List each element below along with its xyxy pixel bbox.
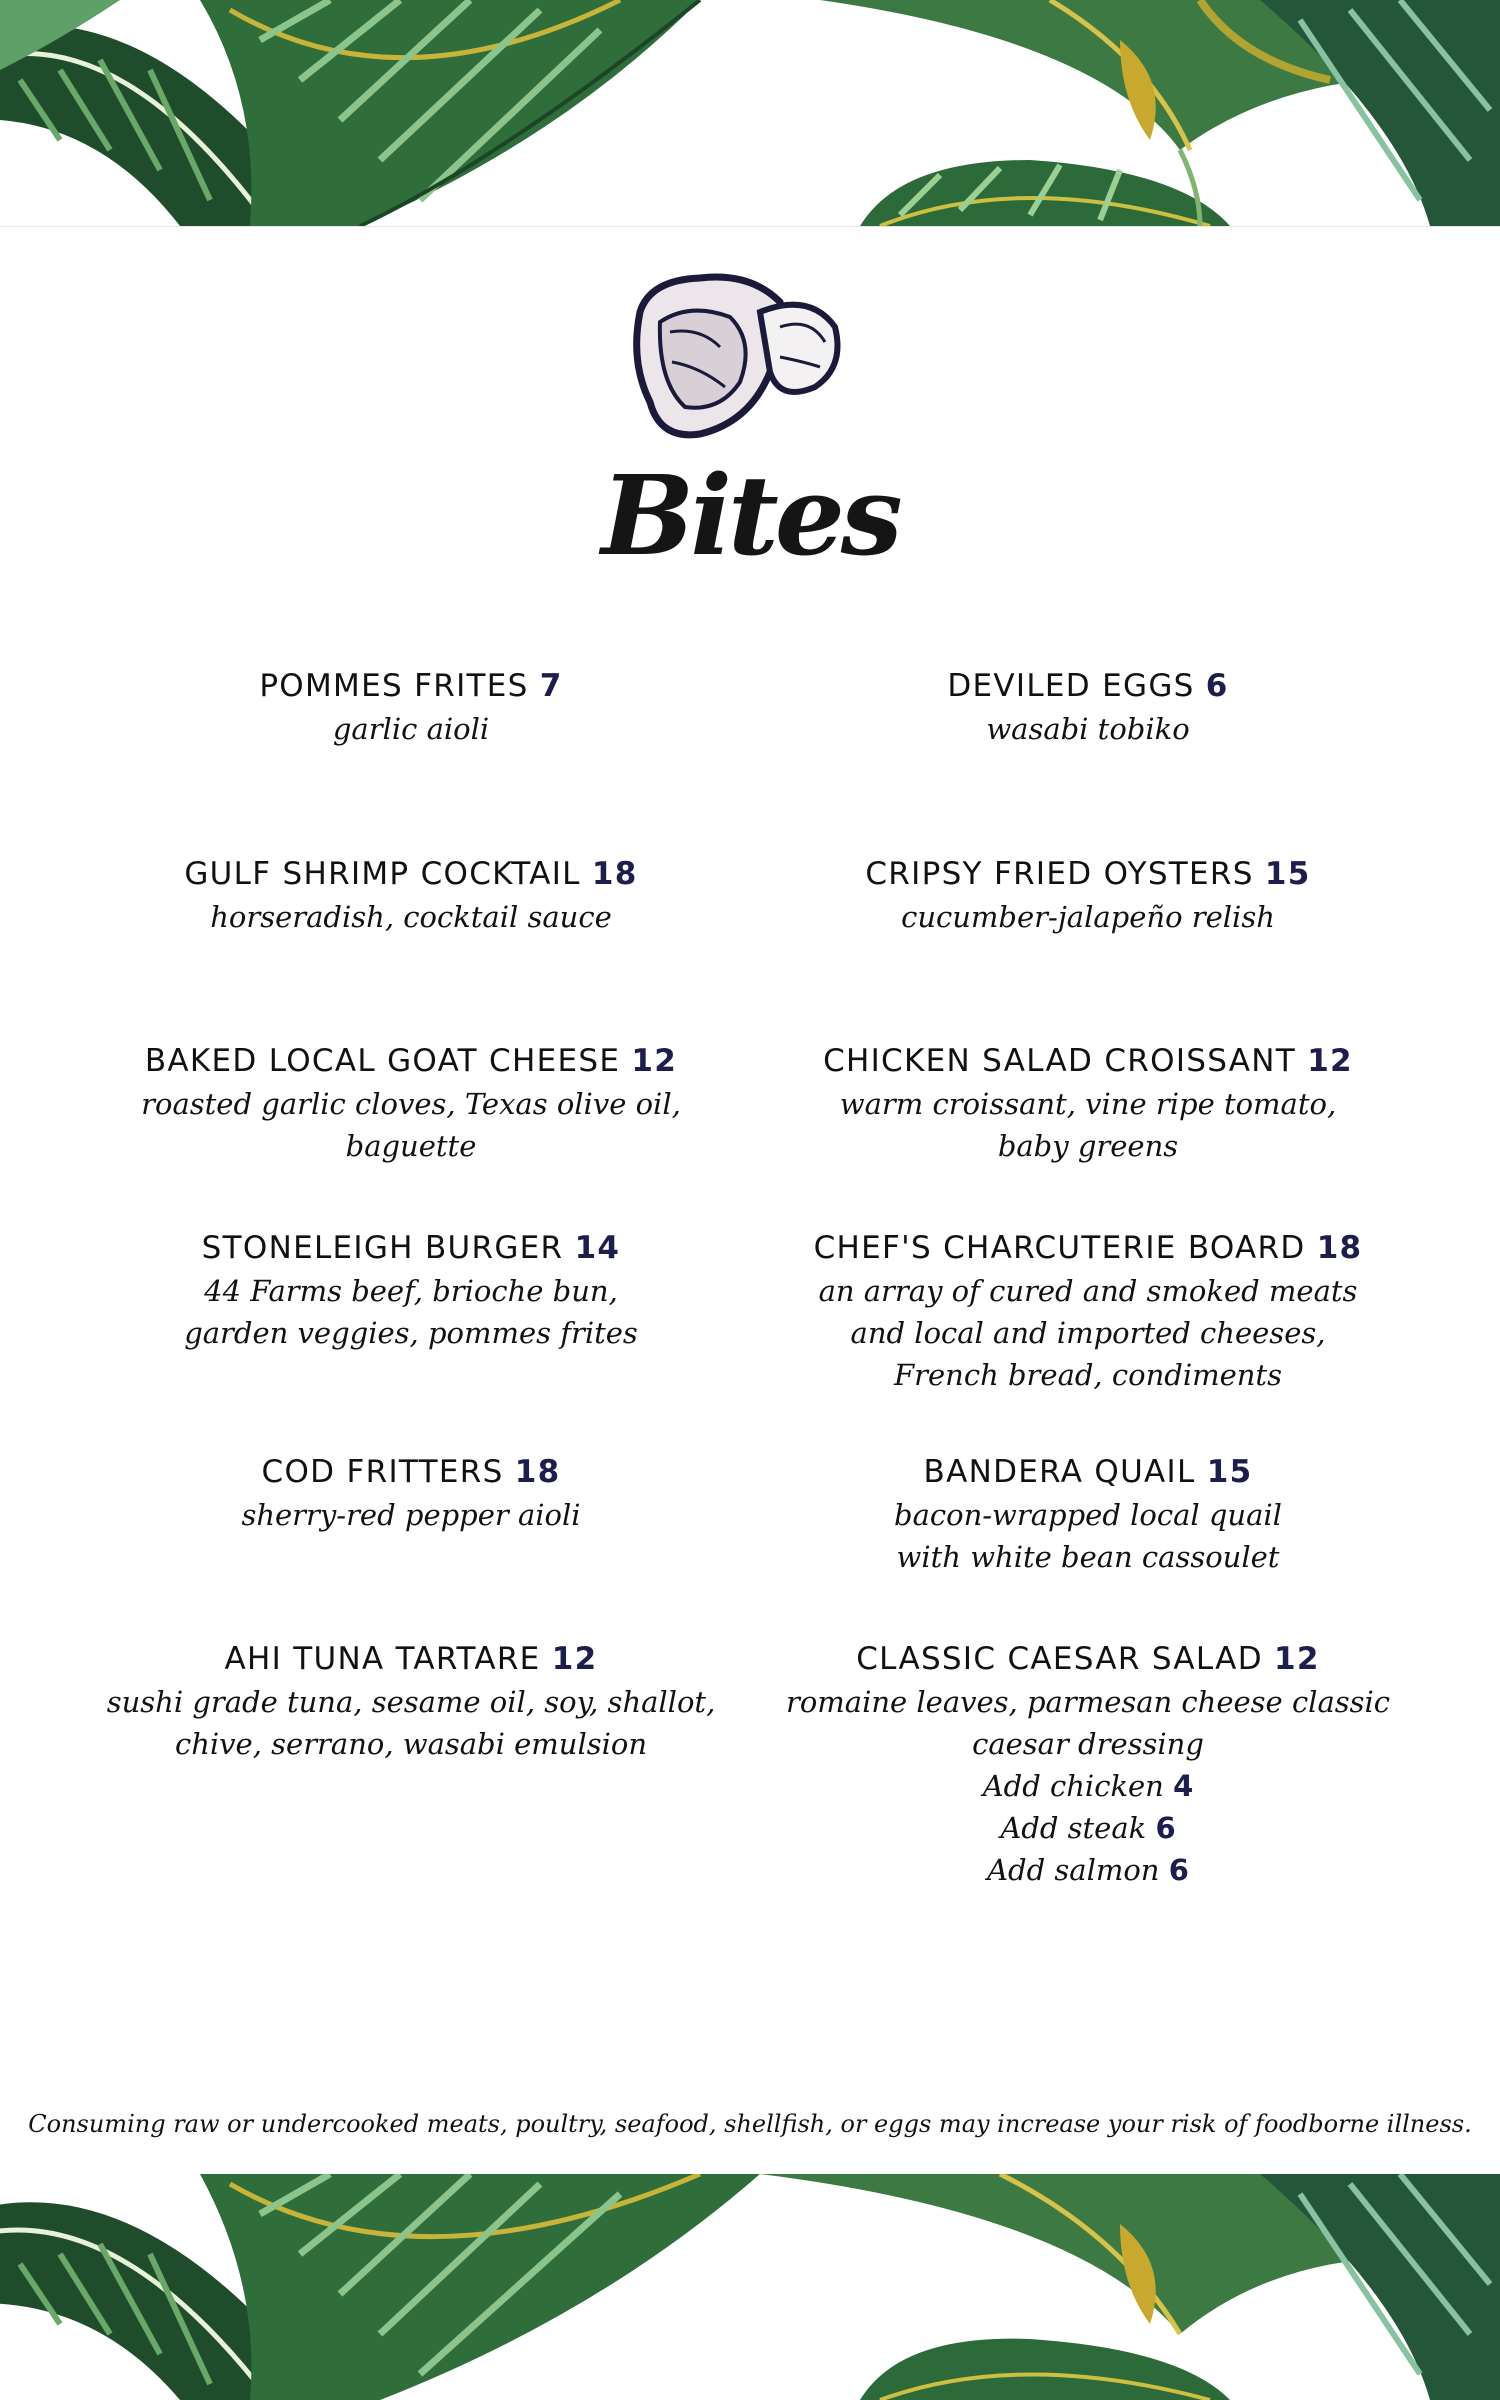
- item-name: STONELEIGH BURGER: [201, 1230, 564, 1266]
- addon-price: 6: [1155, 1811, 1176, 1845]
- item-name: CHICKEN SALAD CROISSANT: [823, 1043, 1297, 1079]
- item-description: warm croissant, vine ripe tomato,: [839, 1087, 1337, 1121]
- menu-item-classic-caesar-salad: [768, 1637, 1408, 1891]
- addon-line: [768, 1765, 1408, 1807]
- item-description: sherry-red pepper aioli: [241, 1498, 581, 1532]
- item-description: baguette: [345, 1129, 477, 1163]
- menu-item-baked-goat-cheese: [91, 1039, 731, 1167]
- item-price: 12: [631, 1043, 678, 1079]
- item-name: BAKED LOCAL GOAT CHEESE: [144, 1043, 621, 1079]
- item-name: COD FRITTERS: [261, 1454, 504, 1490]
- menu-item-ahi-tuna-tartare: [91, 1637, 731, 1765]
- item-description: garlic aioli: [332, 712, 490, 746]
- item-description: sushi grade tuna, sesame oil, soy, shallot,: [106, 1685, 716, 1719]
- item-description: with white bean cassoulet: [896, 1540, 1280, 1574]
- item-description: romaine leaves, parmesan cheese classic: [785, 1685, 1391, 1719]
- item-description: wasabi tobiko: [986, 712, 1190, 746]
- item-name: CRIPSY FRIED OYSTERS: [865, 856, 1254, 892]
- item-price: 14: [574, 1230, 621, 1266]
- menu-item-pommes-frites: [91, 664, 731, 750]
- item-name: CLASSIC CAESAR SALAD: [856, 1641, 1263, 1677]
- item-description: an array of cured and smoked meats: [818, 1274, 1358, 1308]
- item-description: 44 Farms beef, brioche bun,: [204, 1274, 618, 1308]
- addon-label: Add chicken: [982, 1769, 1164, 1803]
- item-description: garden veggies, pommes frites: [184, 1316, 638, 1350]
- item-name: CHEF'S CHARCUTERIE BOARD: [813, 1230, 1306, 1266]
- item-description: chive, serrano, wasabi emulsion: [174, 1727, 648, 1761]
- menu-item-cod-fritters: [91, 1450, 731, 1536]
- item-price: 6: [1205, 668, 1229, 704]
- item-description: roasted garlic cloves, Texas olive oil,: [141, 1087, 681, 1121]
- item-description: baby greens: [997, 1129, 1179, 1163]
- item-name: POMMES FRITES: [259, 668, 529, 704]
- item-description: caesar dressing: [972, 1727, 1204, 1761]
- item-name: BANDERA QUAIL: [923, 1454, 1196, 1490]
- item-price: 12: [551, 1641, 598, 1677]
- menu-item-bandera-quail: [768, 1450, 1408, 1578]
- item-price: 15: [1206, 1454, 1253, 1490]
- menu-item-charcuterie-board: [768, 1226, 1408, 1396]
- item-price: 7: [539, 668, 563, 704]
- addon-line: [768, 1807, 1408, 1849]
- menu-item-crispy-fried-oysters: [768, 852, 1408, 938]
- bottom-leaf-banner: [0, 2174, 1500, 2400]
- addon-label: Add salmon: [987, 1853, 1160, 1887]
- item-description: French bread, condiments: [894, 1358, 1282, 1392]
- tropical-leaves-illustration: [0, 0, 1500, 226]
- menu-title: Bites: [601, 451, 899, 580]
- item-description: cucumber-jalapeño relish: [901, 900, 1275, 934]
- item-name: GULF SHRIMP COCKTAIL: [184, 856, 581, 892]
- item-price: 18: [514, 1454, 561, 1490]
- addon-price: 4: [1173, 1769, 1194, 1803]
- item-price: 12: [1307, 1043, 1353, 1079]
- item-price: 18: [1316, 1230, 1363, 1266]
- item-description: bacon-wrapped local quail: [894, 1498, 1282, 1532]
- menu-item-chicken-salad-croissant: [768, 1039, 1408, 1167]
- food-safety-disclaimer: Consuming raw or undercooked meats, poultry, seafood, shellfish, or eggs may increase your risk of foodborne illness.: [28, 2110, 1472, 2138]
- item-name: AHI TUNA TARTARE: [224, 1641, 541, 1677]
- item-price: 12: [1274, 1641, 1320, 1677]
- menu-item-gulf-shrimp-cocktail: [91, 852, 731, 938]
- item-description: and local and imported cheeses,: [850, 1316, 1326, 1350]
- tropical-leaves-illustration: [0, 2174, 1500, 2400]
- menu-item-deviled-eggs: [768, 664, 1408, 750]
- top-leaf-banner: [0, 0, 1500, 227]
- addon-label: Add steak: [1000, 1811, 1147, 1845]
- item-price: 15: [1264, 856, 1311, 892]
- item-description: horseradish, cocktail sauce: [210, 900, 612, 934]
- menu-item-stoneleigh-burger: [91, 1226, 731, 1354]
- oyster-icon: [630, 272, 846, 442]
- item-price: 18: [591, 856, 638, 892]
- addon-price: 6: [1168, 1853, 1189, 1887]
- addon-line: [768, 1849, 1408, 1891]
- item-name: DEVILED EGGS: [947, 668, 1195, 704]
